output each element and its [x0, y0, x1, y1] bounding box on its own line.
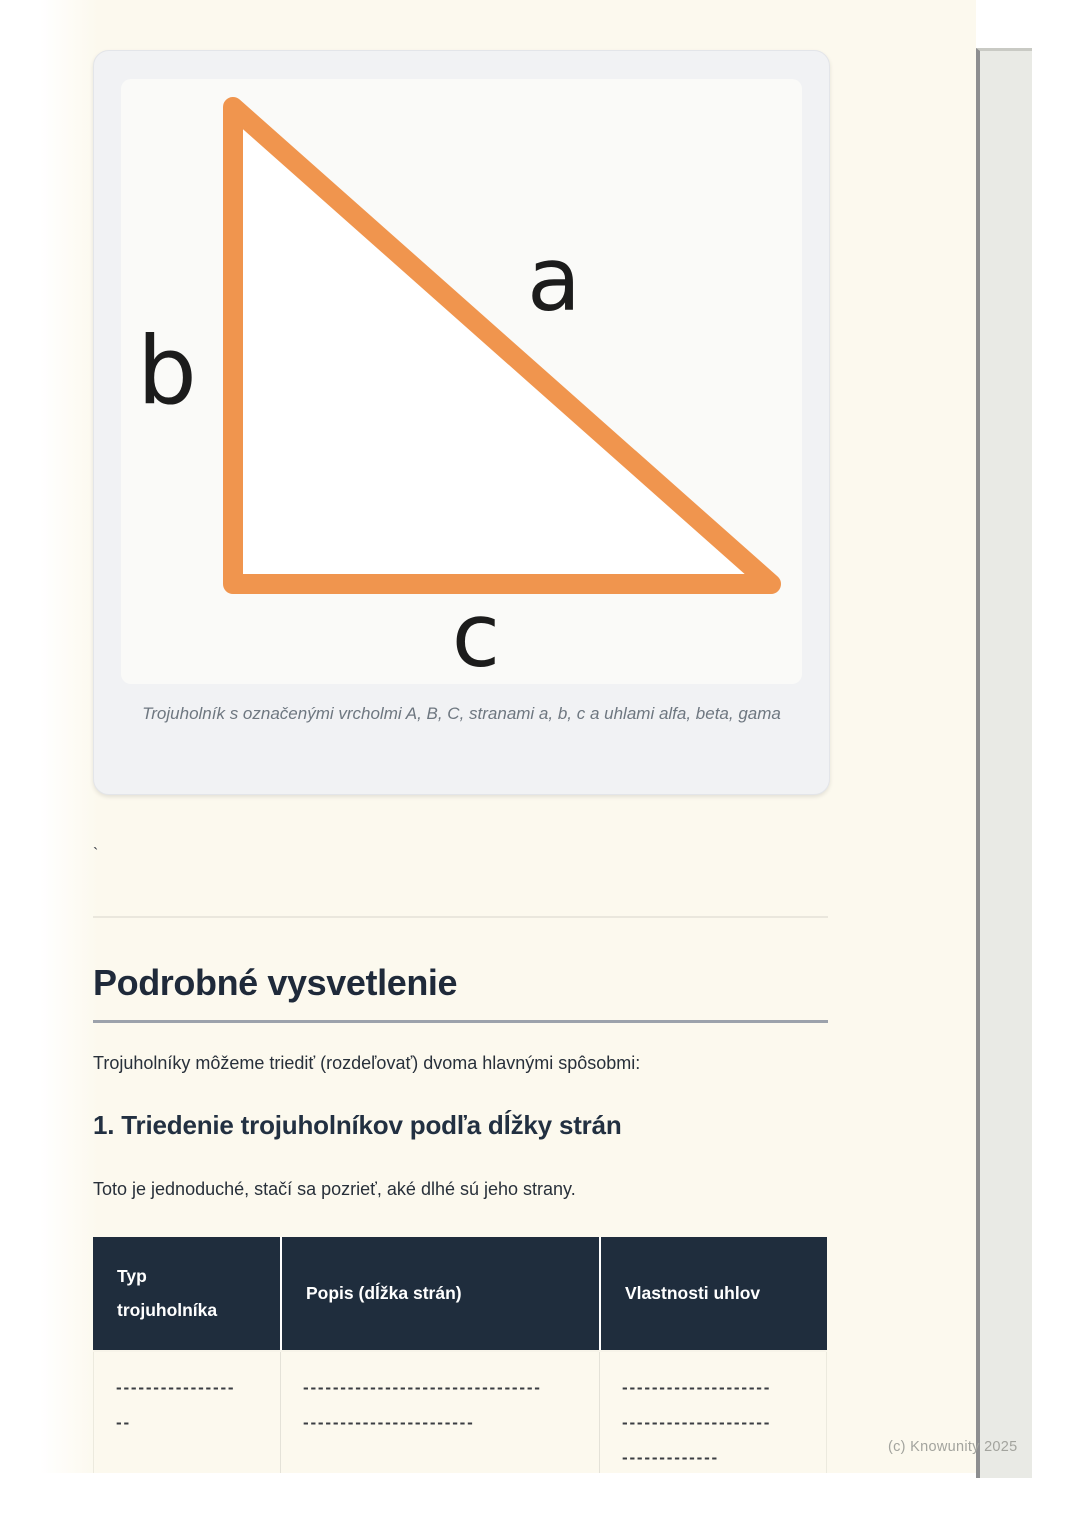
table-body-row	[93, 1350, 827, 1473]
figure-card	[93, 50, 830, 795]
table-header-cell-vlastnosti: Vlastnosti uhlov	[599, 1237, 827, 1350]
table-cell-line: --------------------	[622, 1413, 772, 1432]
section-title-underline	[93, 1020, 828, 1023]
table-cell-vlastnosti	[599, 1352, 827, 1473]
table-cell-line: --------------------------------	[303, 1378, 542, 1397]
classification-table	[93, 1237, 827, 1473]
stray-backtick: `	[93, 846, 99, 863]
table-header-row	[93, 1237, 827, 1350]
table-cell-popis	[280, 1352, 599, 1473]
table-cell-line: -----------------------	[303, 1413, 475, 1432]
section-title: Podrobné vysvetlenie	[93, 962, 458, 1003]
triangle-image	[121, 79, 802, 684]
table-header-cell-popis: Popis (dĺžka strán)	[280, 1237, 599, 1350]
table-header-cell-typ: Typ trojuholníka	[117, 1266, 218, 1320]
section-divider	[93, 916, 828, 918]
scrollbar-track[interactable]	[976, 48, 1032, 1478]
intro-paragraph: Trojuholníky môžeme triediť (rozdeľovať) dvoma hlavnými spôsobmi:	[93, 1053, 641, 1073]
subsection-title: 1. Triedenie trojuholníkov podľa dĺžky strán	[93, 1110, 622, 1140]
triangle-label-c: c	[451, 584, 501, 684]
triangle-label-b: b	[137, 317, 197, 426]
triangle-outline	[233, 107, 771, 584]
table-cell-line: -------------	[622, 1448, 719, 1467]
table-cell-typ	[93, 1352, 280, 1473]
subsection-paragraph: Toto je jednoduché, stačí sa pozrieť, aké dlhé sú jeho strany.	[93, 1179, 576, 1199]
triangle-label-a: a	[527, 228, 581, 331]
figure-caption: Trojuholník s označenými vrcholmi A, B, C, stranami a, b, c a uhlami alfa, beta, gama	[142, 704, 781, 723]
table-cell-line: --------------------	[622, 1378, 772, 1397]
table-cell-line: ----------------	[116, 1378, 236, 1397]
watermark: (c) Knowunity 2025	[888, 1439, 1018, 1455]
table-cell-line: --	[116, 1413, 131, 1432]
